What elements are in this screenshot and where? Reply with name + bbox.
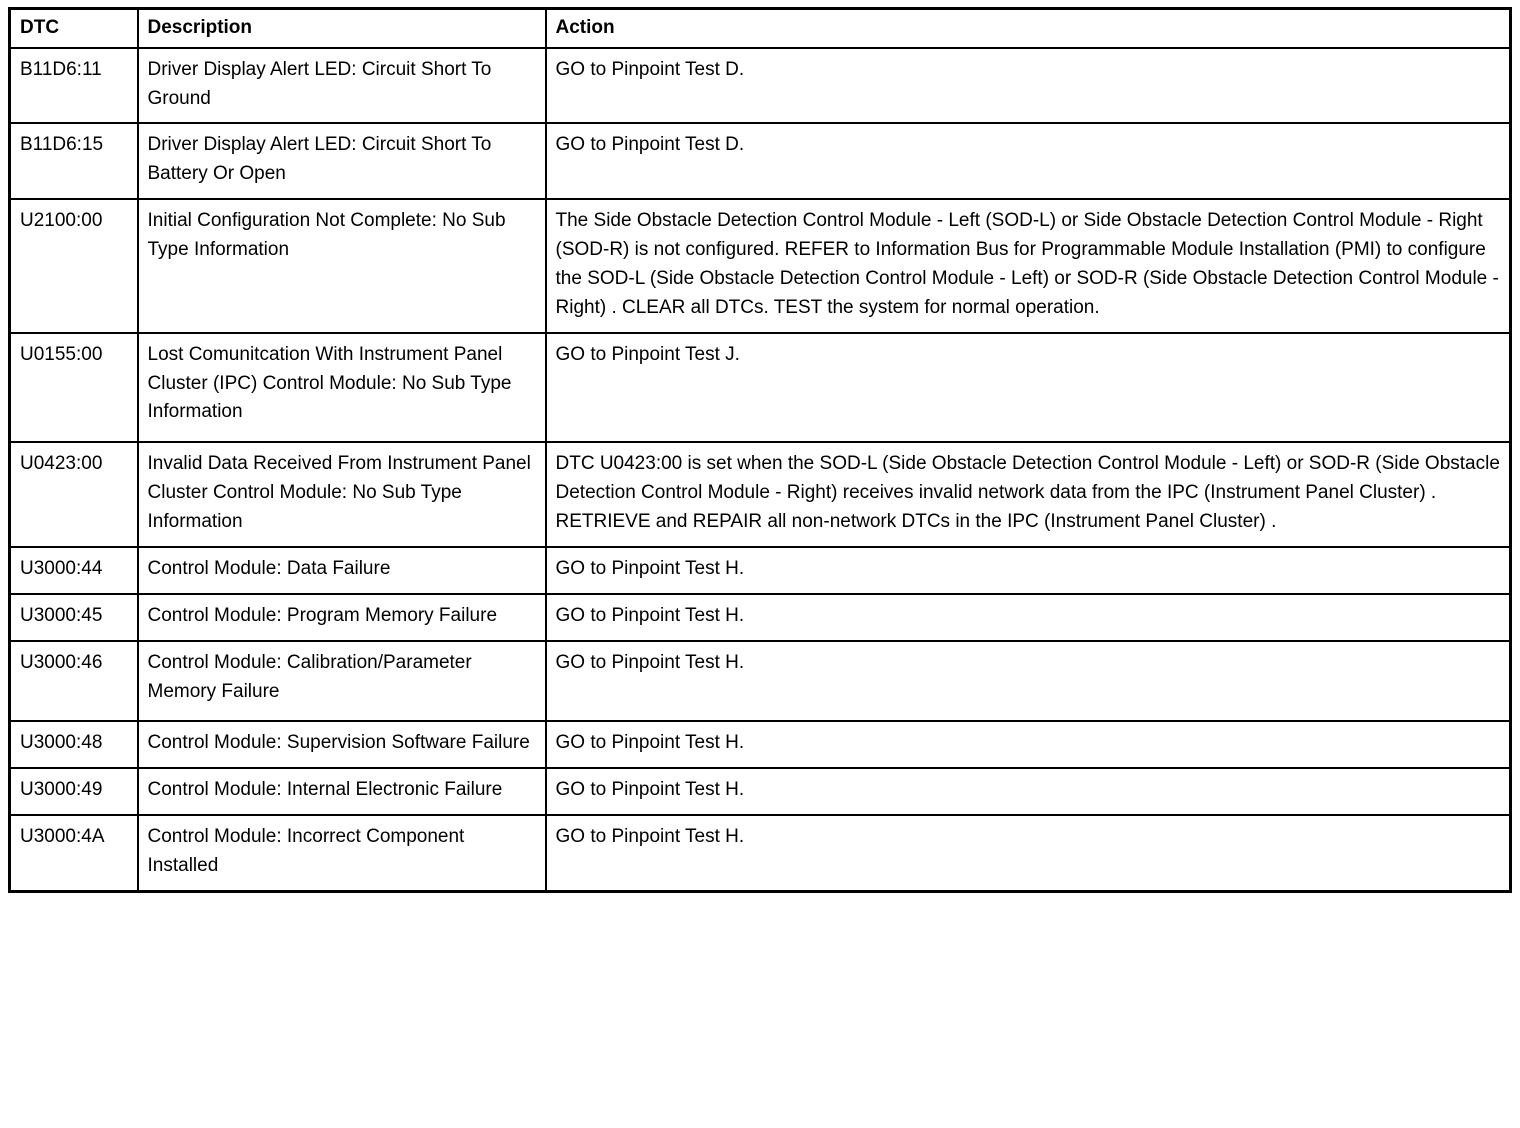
action-cell: GO to Pinpoint Test H. (546, 547, 1511, 594)
table-row (10, 594, 1511, 641)
action-cell: DTC U0423:00 is set when the SOD-L (Side Obstacle Detection Control Module - Left) or SOD-R (Side Obstacle Detection Control Module - Right) receives invalid network data from the IPC (Instrument Panel Cluster) . RETRIEVE and REPAIR all non-network DTCs in the IPC (Instrument Panel Cluster) . (546, 442, 1511, 547)
description-cell: Invalid Data Received From Instrument Panel Cluster Control Module: No Sub Type Information (138, 442, 546, 547)
description-cell: Control Module: Incorrect Component Installed (138, 815, 546, 891)
description-cell: Driver Display Alert LED: Circuit Short To Ground (138, 48, 546, 124)
dtc-table (8, 7, 1512, 893)
action-cell: GO to Pinpoint Test D. (546, 48, 1511, 124)
table-row (10, 199, 1511, 333)
description-cell: Control Module: Internal Electronic Failure (138, 768, 546, 815)
header-dtc: DTC (10, 9, 138, 48)
dtc-cell: U3000:49 (10, 768, 138, 815)
header-description: Description (138, 9, 546, 48)
description-cell: Control Module: Calibration/Parameter Memory Failure (138, 641, 546, 722)
table-row (10, 123, 1511, 199)
dtc-cell: U0423:00 (10, 442, 138, 547)
dtc-cell: U3000:45 (10, 594, 138, 641)
action-cell: GO to Pinpoint Test H. (546, 815, 1511, 891)
table-row (10, 442, 1511, 547)
dtc-cell: B11D6:15 (10, 123, 138, 199)
dtc-cell: U3000:4A (10, 815, 138, 891)
table-row (10, 333, 1511, 443)
dtc-cell: U2100:00 (10, 199, 138, 333)
dtc-cell: U3000:46 (10, 641, 138, 722)
dtc-cell: U3000:44 (10, 547, 138, 594)
action-cell: GO to Pinpoint Test H. (546, 641, 1511, 722)
table-row (10, 547, 1511, 594)
description-cell: Lost Comunitcation With Instrument Panel Cluster (IPC) Control Module: No Sub Type Information (138, 333, 546, 443)
action-cell: GO to Pinpoint Test J. (546, 333, 1511, 443)
header-row (10, 9, 1511, 48)
table-row (10, 815, 1511, 891)
description-cell: Initial Configuration Not Complete: No Sub Type Information (138, 199, 546, 333)
description-cell: Driver Display Alert LED: Circuit Short To Battery Or Open (138, 123, 546, 199)
table-row (10, 48, 1511, 124)
dtc-cell: U0155:00 (10, 333, 138, 443)
action-cell: GO to Pinpoint Test D. (546, 123, 1511, 199)
description-cell: Control Module: Data Failure (138, 547, 546, 594)
description-cell: Control Module: Supervision Software Failure (138, 721, 546, 768)
action-cell: The Side Obstacle Detection Control Module - Left (SOD-L) or Side Obstacle Detection Control Module - Right (SOD-R) is not configured. REFER to Information Bus for Programmable Module Installation (PMI) to configure the SOD-L (Side Obstacle Detection Control Module - Left) or SOD-R (Side Obstacle Detection Control Module - Right) . CLEAR all DTCs. TEST the system for normal operation. (546, 199, 1511, 333)
dtc-cell: U3000:48 (10, 721, 138, 768)
table-row (10, 641, 1511, 722)
table-row (10, 721, 1511, 768)
action-cell: GO to Pinpoint Test H. (546, 594, 1511, 641)
header-action: Action (546, 9, 1511, 48)
table-row (10, 768, 1511, 815)
dtc-cell: B11D6:11 (10, 48, 138, 124)
action-cell: GO to Pinpoint Test H. (546, 768, 1511, 815)
description-cell: Control Module: Program Memory Failure (138, 594, 546, 641)
action-cell: GO to Pinpoint Test H. (546, 721, 1511, 768)
